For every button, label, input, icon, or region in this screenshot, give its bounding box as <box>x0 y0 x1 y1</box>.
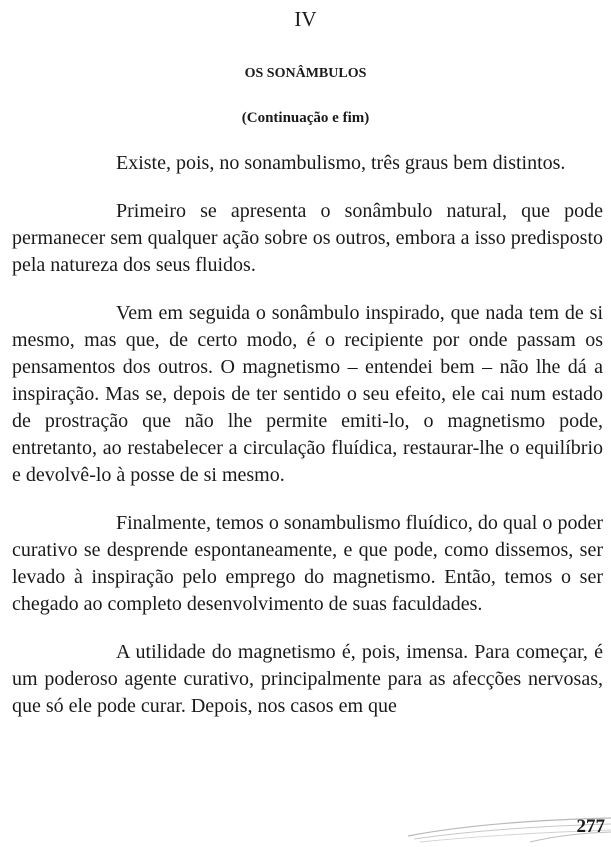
chapter-number: IV <box>294 7 317 31</box>
chapter-title: OS SONÂMBULOS <box>244 66 367 81</box>
paragraph: Finalmente, temos o sonambulismo fluídico, do qual o poder curativo se desprende espontaneamente, e que pode, como dissemos, ser levado à inspiração pelo emprego do magnetismo. Então, temos o ser chegado ao completo desenvolvimento de suas faculdades. <box>12 512 603 615</box>
page-footer <box>380 806 611 847</box>
paragraph: Primeiro se apresenta o sonâmbulo natural, que pode permanecer sem qualquer ação sobre os outros, embora a isso predisposto pela natureza dos seus fluidos. <box>12 200 603 276</box>
body-text <box>12 150 603 741</box>
paragraph: Vem em seguida o sonâmbulo inspirado, que nada tem de si mesmo, mas que, de certo modo, é o recipiente por onde passam os pensamentos dos outros. O magnetismo – entendei bem – não lhe dá a inspiração. Mas se, depois de ter sentido o seu efeito, ele cai num estado de prostração que não lhe permite emiti-lo, o magnetismo pode, entretanto, ao restabelecer a circulação fluídica, restaurar-lhe o equilíbrio e devolvê-lo à posse de si mesmo. <box>12 302 603 486</box>
page-number: 277 <box>576 816 605 837</box>
chapter-subtitle: (Continuação e fim) <box>241 110 370 126</box>
paragraph: A utilidade do magnetismo é, pois, imensa. Para começar, é um poderoso agente curativo, principalmente para as afecções nervosas, que só ele pode curar. Depois, nos casos em que <box>12 641 603 717</box>
paragraph: Existe, pois, no sonambulismo, três graus bem distintos. <box>116 152 566 174</box>
